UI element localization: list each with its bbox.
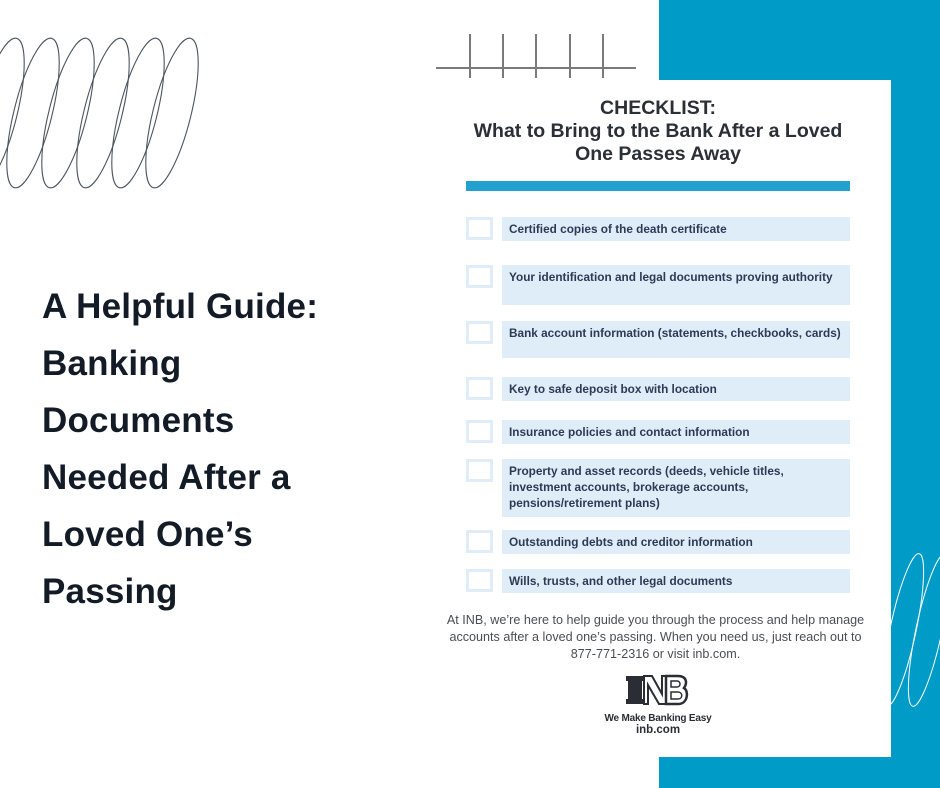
checklist-item-label: Certified copies of the death certificate — [502, 217, 850, 241]
checkbox[interactable] — [466, 530, 493, 553]
checklist-title-line: CHECKLIST: — [600, 97, 716, 119]
checklist-title-line: What to Bring to the Bank After a Loved — [473, 120, 843, 142]
checklist-item-label: Bank account information (statements, checkbooks, cards) — [502, 321, 850, 358]
checklist-item-label: Key to safe deposit box with location — [502, 377, 850, 401]
checklist-item-label: Insurance policies and contact information — [502, 420, 850, 444]
checklist-title-line: One Passes Away — [575, 143, 741, 165]
headline-line: Banking — [42, 344, 182, 383]
headline-line: A Helpful Guide: — [42, 287, 319, 326]
checkbox[interactable] — [466, 321, 493, 344]
footer-line: At INB, we’re here to help guide you through the process and help manage — [446, 613, 865, 627]
logo-url-link[interactable]: inb.com — [635, 724, 681, 736]
checkbox[interactable] — [466, 459, 493, 482]
title-divider-bar — [466, 181, 850, 191]
checklist-card — [420, 80, 891, 757]
inb-logo-icon — [626, 674, 690, 706]
checklist-item-label: Outstanding debts and creditor information — [502, 530, 850, 554]
inb-logo — [420, 674, 896, 736]
checkbox[interactable] — [466, 217, 493, 240]
checklist-item-label: Your identification and legal documents proving authority — [502, 265, 850, 305]
checkbox[interactable] — [466, 420, 493, 443]
footer-line: 877-771-2316 or visit inb.com. — [570, 647, 741, 661]
headline-line: Loved One’s — [42, 515, 253, 554]
footer-message — [420, 612, 891, 663]
checklist-item-label: Property and asset records (deeds, vehicle titles, investment accounts, brokerage accounts, pensions/retirement plans) — [502, 459, 850, 517]
checkbox[interactable] — [466, 569, 493, 592]
checkbox[interactable] — [466, 377, 493, 400]
headline-line: Needed After a — [42, 458, 291, 497]
headline-line: Documents — [42, 401, 235, 440]
footer-line: accounts after a loved one’s passing. When you need us, just reach out to — [449, 630, 862, 644]
checklist-title — [420, 97, 896, 166]
checklist-item-label: Wills, trusts, and other legal documents — [502, 569, 850, 593]
spiral-decoration-icon — [0, 30, 200, 190]
headline-line: Passing — [42, 572, 178, 611]
checkbox[interactable] — [466, 265, 493, 288]
page-headline — [42, 278, 372, 620]
tick-line-decoration-icon — [434, 32, 638, 80]
logo-tagline: We Make Banking Easy — [604, 713, 712, 724]
